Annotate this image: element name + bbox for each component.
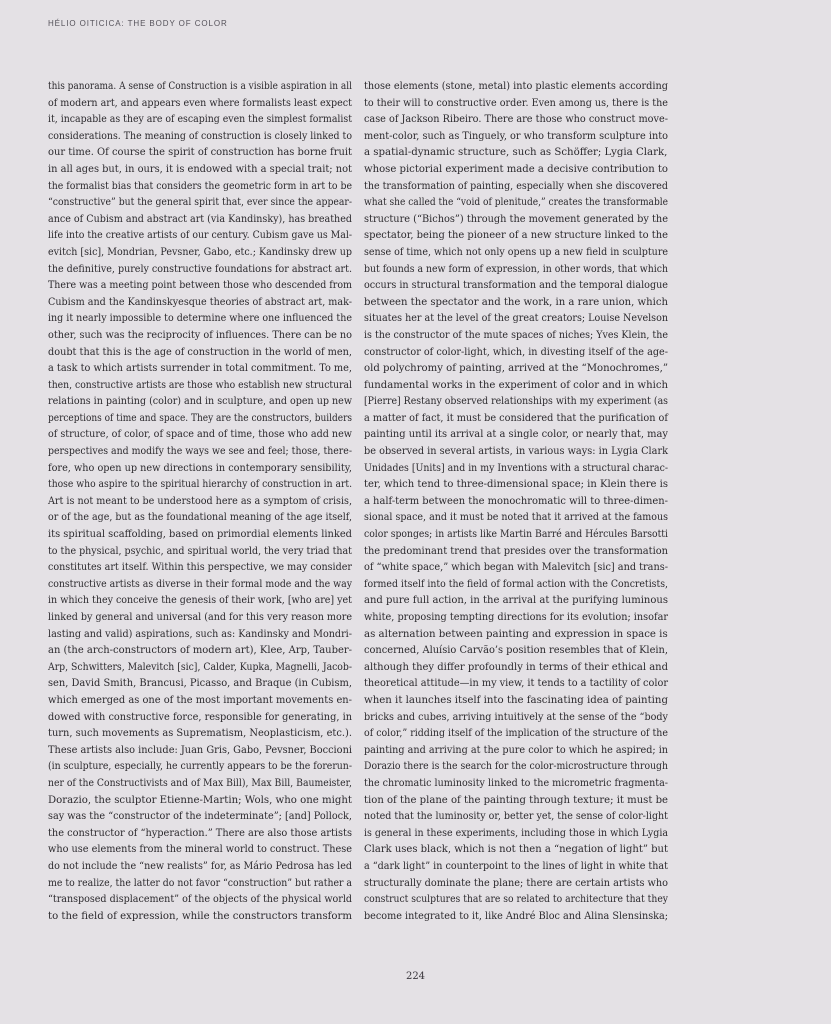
right-text-column: [364, 79, 668, 925]
text-line: structure (“Bichos”) through the movement generated by the: [364, 213, 668, 225]
text-line: old polychromy of painting, arrived at the “Monochromes,”: [364, 363, 668, 375]
text-line: turn, such movements as Suprematism, Neoplasticism, etc.).: [48, 728, 352, 740]
text-line: or of the age, but as the foundational meaning of the age itself,: [48, 512, 352, 524]
text-line: and pure full action, in the arrival at the purifying luminous: [364, 595, 668, 607]
text-line: the chromatic luminosity linked to the micrometric fragmenta-: [364, 777, 668, 789]
text-line: noted that the luminosity or, better yet, the sense of color-light: [364, 811, 668, 823]
text-line: a spatial-dynamic structure, such as Schöffer; Lygia Clark,: [364, 147, 668, 159]
text-line: of color,” ridding itself of the implication of the structure of the: [364, 728, 668, 740]
text-line: this panorama. A sense of Construction is a visible aspiration in all: [48, 81, 352, 92]
text-line: of modern art, and appears even where formalists least expect: [48, 97, 352, 109]
text-line: constructor of color-light, which, in divesting itself of the age-: [364, 346, 668, 358]
text-line: ment-color, such as Tinguely, or who transform sculpture into: [364, 130, 668, 142]
text-line: it, incapable as they are of escaping even the simplest formalist: [48, 114, 352, 126]
text-line: “constructive” but the general spirit that, ever since the appear-: [48, 197, 352, 209]
text-line: ter, which tend to three-dimensional space; in Klein there is: [364, 479, 668, 491]
text-line: sen, David Smith, Brancusi, Picasso, and Braque (in Cubism,: [48, 678, 352, 690]
text-line: evitch [sic], Mondrian, Pevsner, Gabo, etc.; Kandinsky drew up: [48, 246, 352, 258]
text-line: ance of Cubism and abstract art (via Kandinsky), has breathed: [48, 213, 352, 225]
text-line: then, constructive artists are those who establish new structural: [48, 379, 352, 391]
text-line: linked by general and universal (and for this very reason more: [48, 612, 352, 623]
text-line: those elements (stone, metal) into plastic elements according: [364, 81, 668, 92]
text-line: a task to which artists surrender in total commitment. To me,: [48, 363, 352, 375]
text-line: a half-term between the monochromatic will to three-dimen-: [364, 495, 668, 507]
text-line: sional space, and it must be noted that it arrived at the famous: [364, 512, 668, 524]
text-line: theoretical attitude—in my view, it tends to a tactility of color: [364, 678, 668, 690]
left-text-column: [48, 79, 352, 925]
text-line: other, such was the reciprocity of influences. There can be no: [48, 329, 352, 341]
text-line: which emerged as one of the most important movements en-: [48, 694, 352, 706]
text-line: to their will to constructive order. Even among us, there is the: [364, 97, 668, 109]
text-line: spectator, being the pioneer of a new structure linked to the: [364, 230, 668, 242]
text-line: a matter of fact, it must be considered that the purification of: [364, 412, 668, 424]
text-line: but founds a new form of expression, in other words, that which: [364, 263, 668, 275]
text-line: the formalist bias that considers the geometric form in art to be: [48, 180, 352, 192]
text-line: in all ages but, in ours, it is endowed with a special trait; not: [48, 163, 352, 175]
text-line: sense of time, which not only opens up a new field in sculpture: [364, 246, 668, 258]
text-line: ing it nearly impossible to determine where one influenced the: [48, 313, 352, 325]
text-line: Dorazio, the sculptor Etienne-Martin; Wols, who one might: [48, 794, 352, 806]
text-line: There was a meeting point between those who descended from: [48, 280, 352, 292]
text-line: doubt that this is the age of construction in the world of men,: [48, 346, 352, 358]
text-line: what she called the “void of plenitude,” creates the transformable: [364, 197, 668, 209]
text-line: do not include the “new realists” for, as Mário Pedrosa has led: [48, 860, 352, 872]
text-line: “transposed displacement” of the objects of the physical world: [48, 894, 352, 906]
text-line: between the spectator and the work, in a rare union, which: [364, 296, 668, 308]
text-line: constitutes art itself. Within this perspective, we may consider: [48, 562, 352, 574]
page-number: 224: [405, 971, 426, 982]
text-line: the predominant trend that presides over the transformation: [364, 545, 668, 557]
text-line: an (the arch-constructors of modern art), Klee, Arp, Tauber-: [48, 645, 352, 657]
text-line: lasting and valid) aspirations, such as: Kandinsky and Mondri-: [48, 628, 352, 640]
text-line: painting until its arrival at a single color, or nearly that, may: [364, 429, 668, 441]
text-line: Cubism and the Kandinskyesque theories of abstract art, mak-: [48, 296, 352, 308]
text-line: as alternation between painting and expression in space is: [364, 628, 668, 640]
text-line: to the field of expression, while the constructors transform: [48, 910, 352, 922]
text-line: be observed in several artists, in various ways: in Lygia Clark: [364, 446, 668, 458]
text-line: the constructor of “hyperaction.” There are also those artists: [48, 827, 352, 839]
text-line: is general in these experiments, including those in which Lygia: [364, 827, 668, 839]
text-line: to the physical, psychic, and spiritual world, the very triad that: [48, 545, 352, 557]
text-line: our time. Of course the spirit of construction has borne fruit: [48, 147, 352, 159]
text-line: case of Jackson Ribeiro. There are those who construct move-: [364, 114, 668, 126]
text-line: These artists also include: Juan Gris, Gabo, Pevsner, Boccioni: [48, 744, 352, 756]
text-line: ner of the Constructivists and of Max Bill), Max Bill, Baumeister,: [48, 777, 352, 789]
text-line: those who aspire to the spiritual hierarchy of construction in art.: [48, 479, 352, 491]
text-line: a “dark light” in counterpoint to the lines of light in white that: [364, 860, 668, 872]
text-line: Clark uses black, which is not then a “negation of light” but: [364, 844, 668, 856]
text-line: tion of the plane of the painting through texture; it must be: [364, 794, 668, 806]
text-line: of “white space,” which began with Malevitch [sic] and trans-: [364, 562, 668, 574]
text-line: dowed with constructive force, responsible for generating, in: [48, 711, 352, 723]
text-line: color sponges; in artists like Martin Barré and Hércules Barsotti: [364, 529, 668, 541]
text-line: life into the creative artists of our century. Cubism gave us Mal-: [48, 230, 352, 242]
text-line: is the constructor of the mute spaces of niches; Yves Klein, the: [364, 329, 668, 341]
text-line: fundamental works in the experiment of color and in which: [364, 379, 668, 391]
text-line: although they differ profoundly in terms of their ethical and: [364, 661, 668, 673]
text-line: painting and arriving at the pure color to which he aspired; in: [364, 744, 668, 756]
text-line: whose pictorial experiment made a decisive contribution to: [364, 163, 668, 175]
text-line: situates her at the level of the great creators; Louise Nevelson: [364, 313, 668, 325]
text-line: (in sculpture, especially, he currently appears to be the forerun-: [48, 761, 352, 773]
text-line: of structure, of color, of space and of time, those who add new: [48, 429, 352, 441]
text-line: the definitive, purely constructive foundations for abstract art.: [48, 263, 352, 275]
text-line: Dorazio there is the search for the color-microstructure through: [364, 761, 668, 773]
text-line: say was the “constructor of the indeterminate”; [and] Pollock,: [48, 811, 352, 823]
text-line: Unidades [Units] and in my Inventions with a structural charac-: [364, 462, 668, 474]
text-line: who use elements from the mineral world to construct. These: [48, 844, 352, 856]
text-line: construct sculptures that are so related to architecture that they: [364, 894, 668, 906]
text-line: considerations. The meaning of construction is closely linked to: [48, 130, 352, 142]
text-line: white, proposing tempting directions for its evolution; insofar: [364, 612, 668, 623]
text-line: bricks and cubes, arriving intuitively at the sense of the “body: [364, 711, 668, 723]
text-line: perceptions of time and space. They are the constructors, builders: [48, 412, 352, 424]
text-line: occurs in structural transformation and the temporal dialogue: [364, 280, 668, 292]
text-line: its spiritual scaffolding, based on primordial elements linked: [48, 529, 352, 541]
text-line: [Pierre] Restany observed relationships with my experiment (as: [364, 396, 668, 408]
text-line: structurally dominate the plane; there are certain artists who: [364, 877, 668, 889]
text-line: fore, who open up new directions in contemporary sensibility,: [48, 462, 352, 474]
text-line: concerned, Aluísio Carvão’s position resembles that of Klein,: [364, 645, 668, 657]
text-line: when it launches itself into the fascinating idea of painting: [364, 694, 668, 706]
text-line: constructive artists as diverse in their formal mode and the way: [48, 578, 352, 590]
text-line: become integrated to it, like André Bloc and Alina Slensinska;: [364, 910, 668, 922]
text-line: the transformation of painting, especially when she discovered: [364, 180, 668, 192]
text-line: in which they conceive the genesis of their work, [who are] yet: [48, 595, 352, 607]
text-line: me to realize, the latter do not favor “construction” but rather a: [48, 877, 352, 889]
text-line: relations in painting (color) and in sculpture, and open up new: [48, 396, 352, 408]
running-head: HÉLIO OITICICA: THE BODY OF COLOR: [48, 19, 228, 28]
text-line: perspectives and modify the ways we see and feel; those, there-: [48, 446, 352, 458]
text-line: Art is not meant to be understood here as a symptom of crisis,: [48, 495, 352, 507]
text-line: Arp, Schwitters, Malevitch [sic], Calder, Kupka, Magnelli, Jacob-: [48, 661, 352, 673]
text-line: formed itself into the field of formal action with the Concretists,: [364, 578, 668, 590]
